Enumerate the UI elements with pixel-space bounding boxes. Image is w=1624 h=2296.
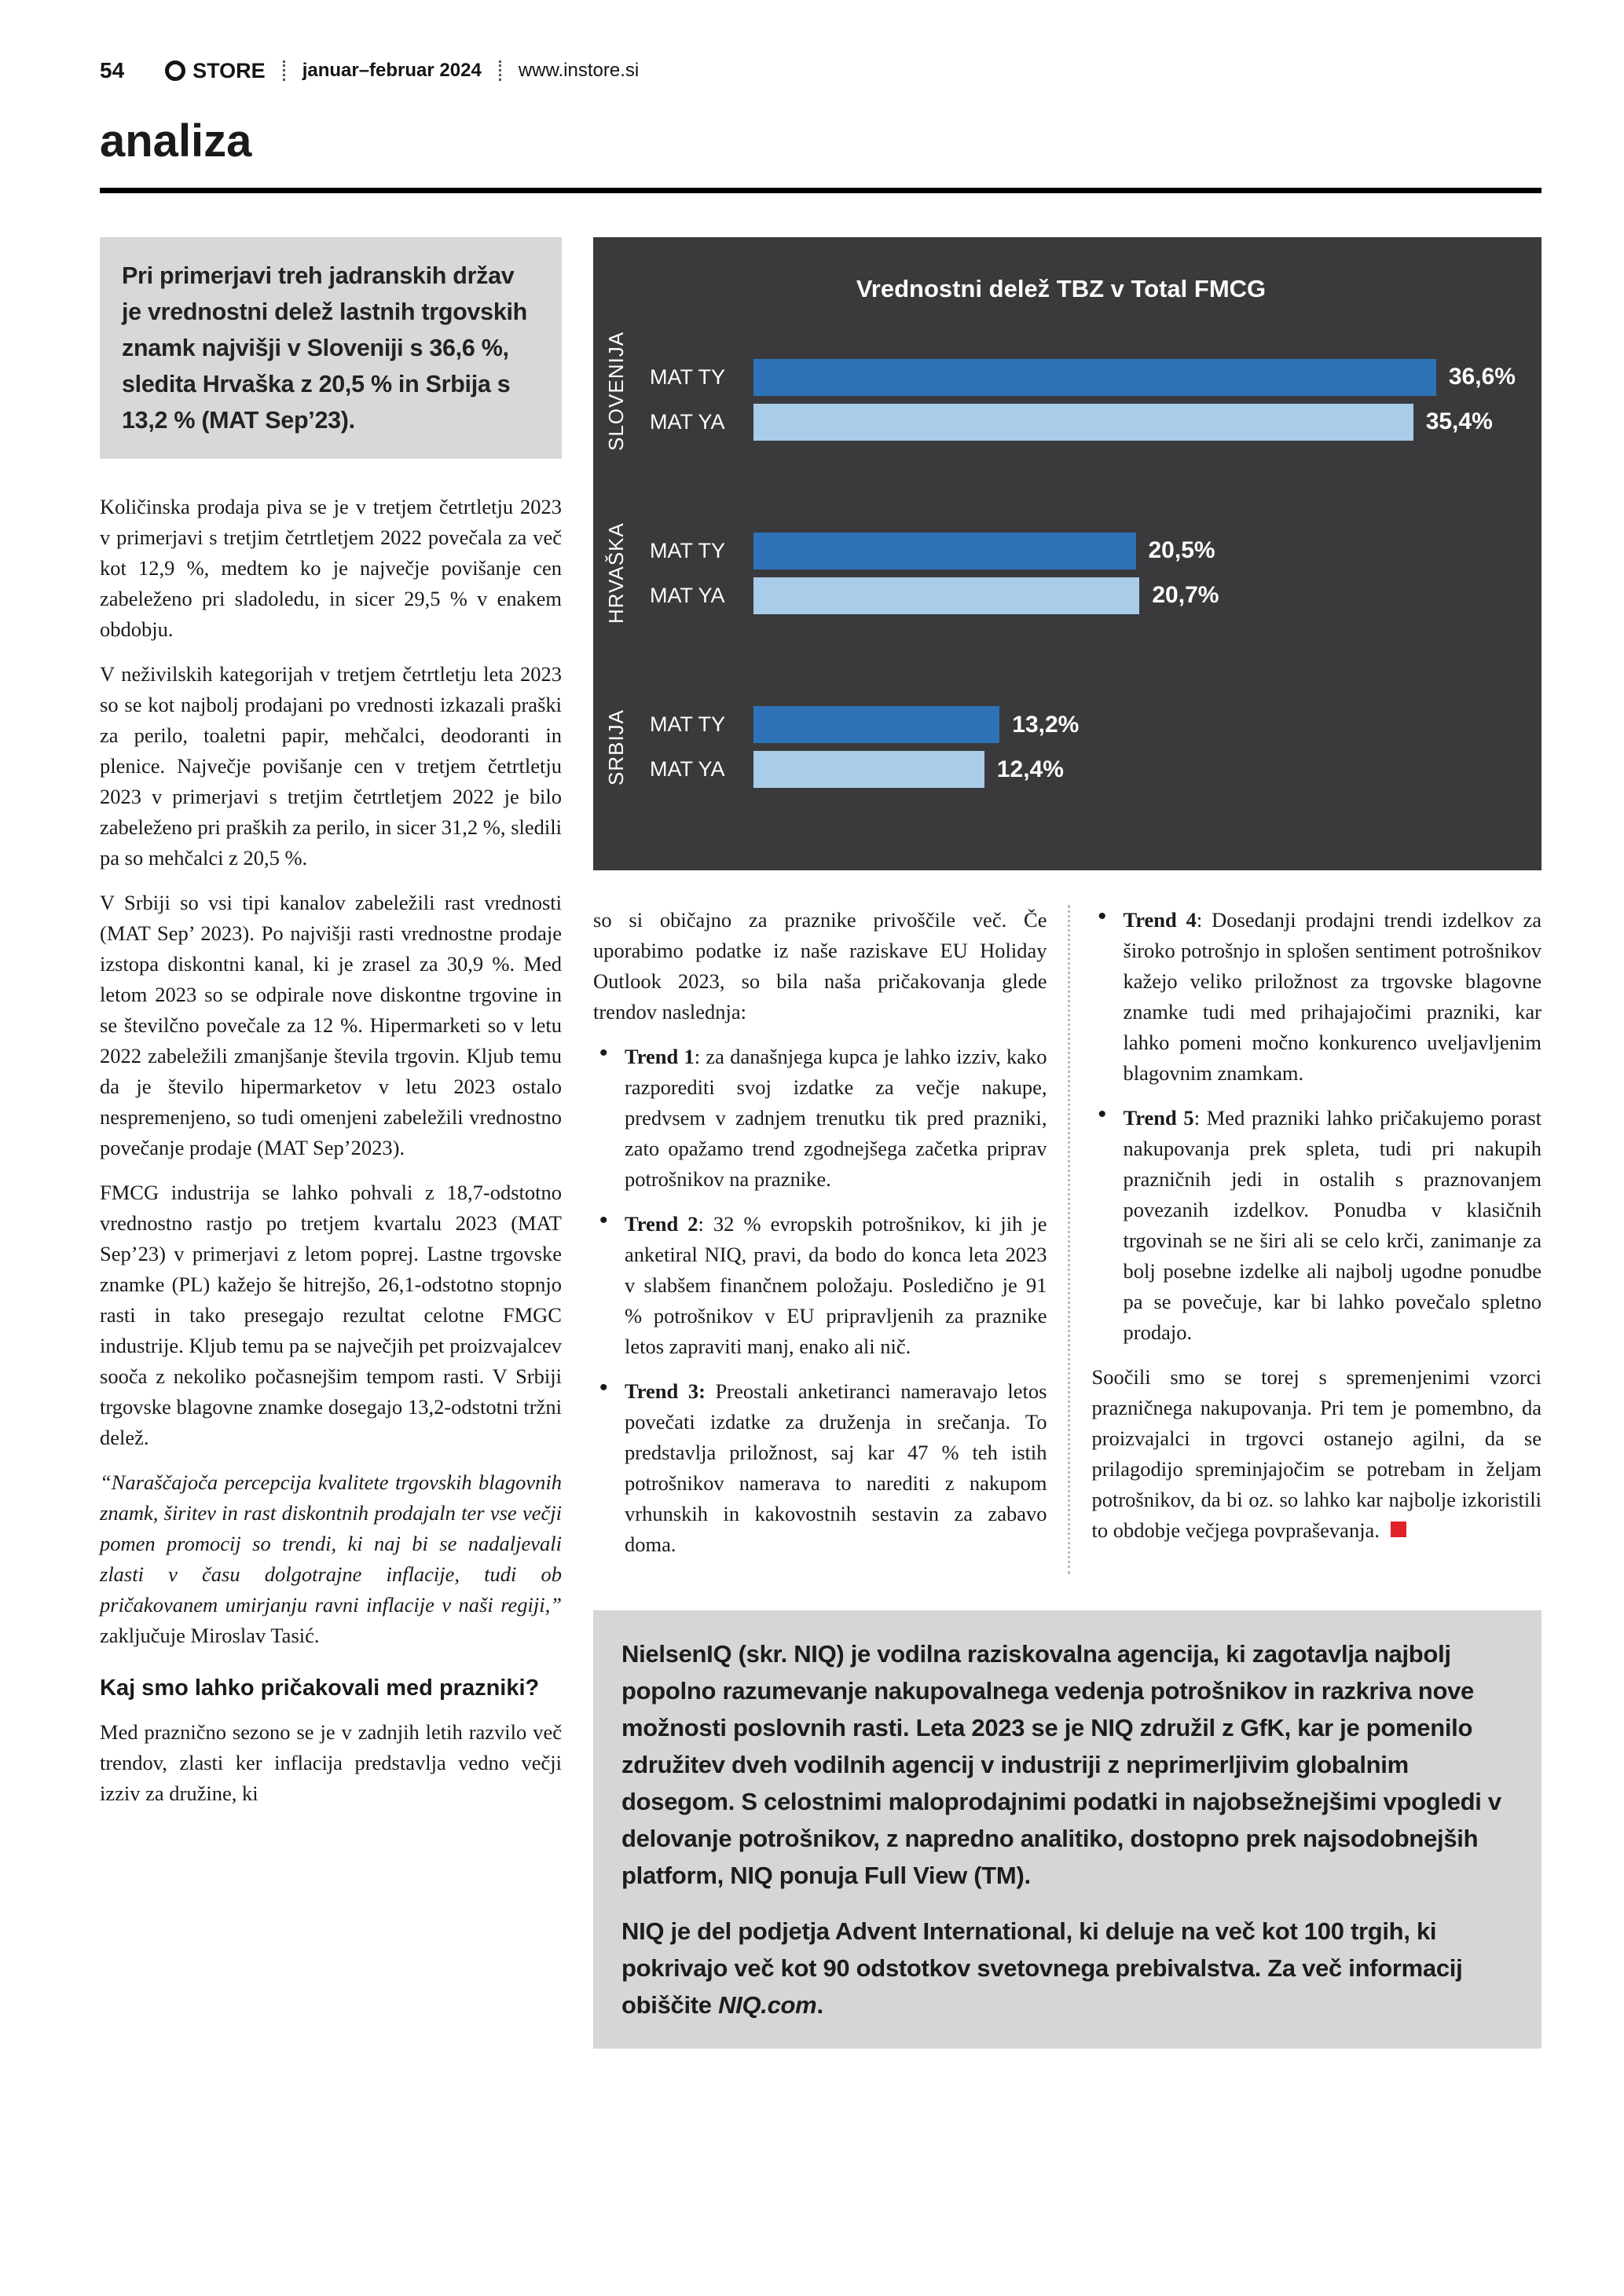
- trend-lead: Trend 4: [1123, 908, 1197, 932]
- chart-series-label: MAT YA: [650, 409, 725, 434]
- trend-body: : Dosedanji prodajni trendi izdelkov za široko potrošnjo in splošen sentiment potrošnikov kažejo veliko priložnost za trgovske blagovne znamke tudi med prihajajočimi prazniki, kar lahko pomeni močno konkurenco uveljavljenim blagovnim znamkam.: [1123, 908, 1542, 1085]
- instore-logo: [165, 59, 266, 83]
- trend-lead: Trend 3:: [625, 1379, 706, 1403]
- page-content: [100, 237, 1542, 2049]
- chart-bar-row: [650, 533, 1518, 569]
- chart-country-label: SRBIJA: [604, 709, 628, 785]
- trend-item: [593, 1376, 1047, 1560]
- header-divider-icon: [283, 60, 285, 81]
- chart-group: [604, 331, 1518, 451]
- chart-value-label: 35,4%: [1425, 408, 1493, 435]
- trend-body: : 32 % evropskih potrošnikov, ki jih je anketiral NIQ, pravi, da bodo do konca leta 2023 v slabšem finančnem položaju. Posledično je 91 % potrošnikov v EU pripravljenih za praznike letos zapraviti manj, enako ali nič.: [625, 1212, 1047, 1358]
- chart-value-label: 20,5%: [1148, 537, 1215, 564]
- chart-bar-row: [650, 404, 1518, 441]
- bullet-icon: •: [599, 1040, 608, 1066]
- closing-paragraph: [1092, 1362, 1542, 1546]
- trend-body: : Med prazniki lahko pričakujemo porast nakupovanja prek spleta, tudi pri nakupih prazničnih jedi in ostalih s praznovanjem povezanih izdelkov. Ponudba v klasičnih trgovinah se ne širi ali se celo krči, zanimanje za bolj posebne izdelke ali najbolj ugodne ponudbe pa se povečuje, kar bi lahko povečalo spletno prodajo.: [1123, 1106, 1542, 1344]
- chart-bar: [753, 751, 984, 788]
- right-column: [1068, 905, 1542, 1574]
- chart-bar: [753, 404, 1413, 441]
- chart-bar: [753, 359, 1436, 396]
- chart-value-label: 12,4%: [996, 756, 1064, 782]
- chart-bar-track: [753, 751, 1518, 788]
- subheading: Kaj smo lahko pričakovali med prazniki?: [100, 1675, 540, 1701]
- quote-paragraph: [100, 1467, 562, 1651]
- trend-item: [1092, 905, 1542, 1089]
- agency-info-box: [593, 1610, 1542, 2049]
- paragraph: V Srbiji so vsi tipi kanalov zabeležili rast vrednosti (MAT Sep’ 2023). Po najvišji rasti vrednostne prodaje izstopa diskontni kanal, ki je zrasel za 30,9 %. Med letom 2023 so se odpirale nove diskontne trgovine in se številčno povečale za 12 %. Hipermarketi so v letu 2022 zabeležili zmanjšanje števila trgovin. Kljub temu da je število hipermarketov v letu 2023 ostalo nespremenjeno, so tudi omenjeni zabeležili vrednostno povečanje prodaje (MAT Sep’2023).: [100, 891, 562, 1159]
- closing-text: Soočili smo se torej s spremenjenimi vzorci prazničnega nakupovanja. Pri tem je pomembno, da proizvajalci in trgovci ostanejo agilni, da se prilagodijo spreminjajočim se potrebam in željam potrošnikov, da bi oz. so lahko kar najbolje izkoristili to obdobje večjega povpraševanja.: [1091, 1365, 1542, 1542]
- left-column: [100, 237, 562, 1823]
- trend-lead: Trend 5: [1123, 1106, 1194, 1130]
- chart-series-label: MAT YA: [650, 583, 725, 607]
- quote-text: “Naraščajoča percepcija kvalitete trgovskih blagovnih znamk, širitev in rast diskontnih prodajaln ter vse večji pomen promocij so trendi, ki naj bi se nadaljevali zlasti v času dolgotrajne inflacije, tudi ob pričakovanem umirjanju ravni inflacije v naši regiji,”: [100, 1470, 562, 1617]
- header-divider-icon: [499, 60, 501, 81]
- trend-text: [625, 1042, 1047, 1195]
- chart-bar-row: [650, 577, 1518, 614]
- trend-body: : za današnjega kupca je lahko izziv, kako razporediti svoj izdatke za večje nakupe, predvsem v zadnjem trenutku tik pred prazniki, zato opažamo trend zgodnejšega začetka priprav potrošnikov na praznike.: [625, 1045, 1047, 1191]
- chart-bar: [753, 706, 999, 743]
- chart-country-label: SLOVENIJA: [604, 331, 628, 451]
- chart-bar: [753, 533, 1136, 569]
- chart-title: Vrednostni delež TBZ v Total FMCG: [856, 275, 1267, 302]
- chart-series-label: MAT YA: [650, 757, 725, 782]
- bullet-icon: •: [1098, 903, 1107, 929]
- chart-country-label: HRVAŠKA: [604, 522, 628, 624]
- chart-bar-track: [753, 577, 1518, 614]
- chart-plot: [604, 306, 1518, 842]
- trend-item: [593, 1042, 1047, 1195]
- chart-bar-rows: [650, 359, 1518, 441]
- issue-date: januar–februar 2024: [302, 60, 482, 81]
- instore-logo-icon: [165, 60, 185, 81]
- trend-lead: Trend 2: [625, 1212, 698, 1236]
- paragraph: Med praznično sezono se je v zadnjih letih razvilo več trendov, zlasti ker inflacija predstavlja vedno večji izziv za družine, ki: [100, 1720, 562, 1805]
- chart-bar-row: [650, 706, 1518, 743]
- paragraph: FMCG industrija se lahko pohvali z 18,7-odstotno vrednostno rastjo po tretjem kvartalu 2023 (MAT Sep’23) v primerjavi z letom poprej. Lastne trgovske znamke (PL) kažejo še hitrejšo, 26,1-odstotno stopnjo rasti in tako presegajo rezultat celotne FMGC industrije. Kljub temu pa se največjih pet proizvajalcev sooča z nekoliko počasnejšim tempom rasti. V Srbiji trgovske blagovne znamke dosegajo 13,2-odstotni tržni delež.: [100, 1181, 562, 1449]
- paragraph: so si običajno za praznike privoščile več. Če uporabimo podatke iz naše raziskave EU Holiday Outlook 2023, so bila naša pričakovanja glede trendov naslednja:: [593, 908, 1047, 1023]
- trend-text: [1124, 1103, 1542, 1348]
- trend-item: [593, 1209, 1047, 1362]
- chart-group: [604, 522, 1518, 624]
- chart-value-label: 36,6%: [1448, 364, 1516, 390]
- chart-series-label: MAT TY: [650, 712, 726, 737]
- page-header: [100, 0, 1542, 83]
- trend-item: [1092, 1103, 1542, 1348]
- paragraph: Količinska prodaja piva se je v tretjem četrtletju 2023 v primerjavi s tretjim četrtletjem 2022 povečala za več kot 12,9 %, medtem ko je največje povišanje cen zabeleženo pri sladoledu, in sicer 29,5 % v enakem obdobju.: [100, 495, 562, 641]
- chart-series-label: MAT TY: [650, 364, 726, 389]
- article-columns: [593, 905, 1542, 1574]
- bullet-icon: •: [599, 1207, 608, 1233]
- agency-url: NIQ.com: [718, 1991, 817, 2019]
- agency-text: .: [816, 1991, 823, 2019]
- bullet-icon: •: [1098, 1101, 1107, 1127]
- agency-text: NIQ je del podjetja Advent International, ki deluje na več kot 100 trgih, ki pokrivajo več kot 90 odstotkov svetovnega prebivalstva. Za več informacij obiščite: [621, 1917, 1463, 2019]
- chart-value-label: 20,7%: [1152, 582, 1219, 609]
- main-area: [593, 237, 1542, 2049]
- trend-text: [625, 1376, 1047, 1560]
- chart-bar-rows: [650, 533, 1518, 614]
- page-number: 54: [100, 58, 125, 82]
- chart-value-label: 13,2%: [1012, 711, 1080, 738]
- agency-paragraph: NielsenIQ (skr. NIQ) je vodilna raziskovalna agencija, ki zagotavlja najbolj popolno razumevanje nakupovalnega vedenja potrošnikov in razkriva nove možnosti poslovnih rasti. Leta 2023 se je NIQ združil z GfK, kar je pomenilo združitev dveh vodilnih agencij v industriji z neprimerljivim globalnim dosegom. S celostnimi maloprodajnimi podatki in najobsežnejšimi vpogledi v delovanje potrošnikov, z napredno analitiko, dostopno prek najsodobnejših platform, NIQ ponuja Full View (TM).: [621, 1640, 1501, 1889]
- chart-bar-track: [753, 404, 1518, 441]
- trend-text: [1124, 905, 1542, 1089]
- chart-bar-row: [650, 751, 1518, 788]
- chart-bar-track: [753, 706, 1518, 743]
- quote-attribution: zaključuje Miroslav Tasić.: [100, 1624, 320, 1647]
- chart-bar-rows: [650, 706, 1518, 788]
- article-end-marker: [1391, 1522, 1406, 1537]
- section-title: analiza: [100, 115, 252, 167]
- middle-column: [593, 905, 1068, 1574]
- bullet-icon: •: [599, 1375, 608, 1401]
- title-rule: [100, 188, 1542, 193]
- chart-bar-track: [753, 359, 1518, 396]
- intro-box: Pri primerjavi treh jadranskih držav je vrednostni delež lastnih trgovskih znamk najvišji v Sloveniji s 36,6 %, sledita Hrvaška z 20,5 % in Srbija s 13,2 % (MAT Sep’23).: [100, 237, 562, 459]
- chart-bar-row: [650, 359, 1518, 396]
- chart-bar-track: [753, 533, 1518, 569]
- agency-paragraph: [621, 1913, 1513, 2023]
- paragraph: V neživilskih kategorijah v tretjem četrtletju leta 2023 so se kot najbolj prodajani po vrednosti izkazali praški za perilo, toaletni papir, mehčalci, deodoranti in plenice. Največje povišanje cen v tretjem četrtletju 2023 v primerjavi s tretjim četrtletjem 2022 je bilo zabeleženo pri praških za perilo, in sicer 31,2 %, sledili pa so mehčalci z 20,5 %.: [100, 662, 562, 870]
- chart-group: [604, 696, 1518, 798]
- website-url: www.instore.si: [518, 60, 640, 81]
- trend-body: Preostali anketiranci nameravajo letos povečati izdatke za druženja in srečanja. To predstavlja priložnost, saj kar 47 % teh istih potrošnikov namerava to narediti z nakupom vrhunskih in kakovostnih sestavin za zabavo doma.: [625, 1379, 1047, 1556]
- chart-series-label: MAT TY: [650, 538, 726, 562]
- trend-text: [625, 1209, 1047, 1362]
- tbz-share-bar-chart: [593, 237, 1542, 870]
- chart-bar: [753, 577, 1139, 614]
- instore-logo-text: STORE: [192, 58, 266, 82]
- trend-lead: Trend 1: [625, 1045, 695, 1068]
